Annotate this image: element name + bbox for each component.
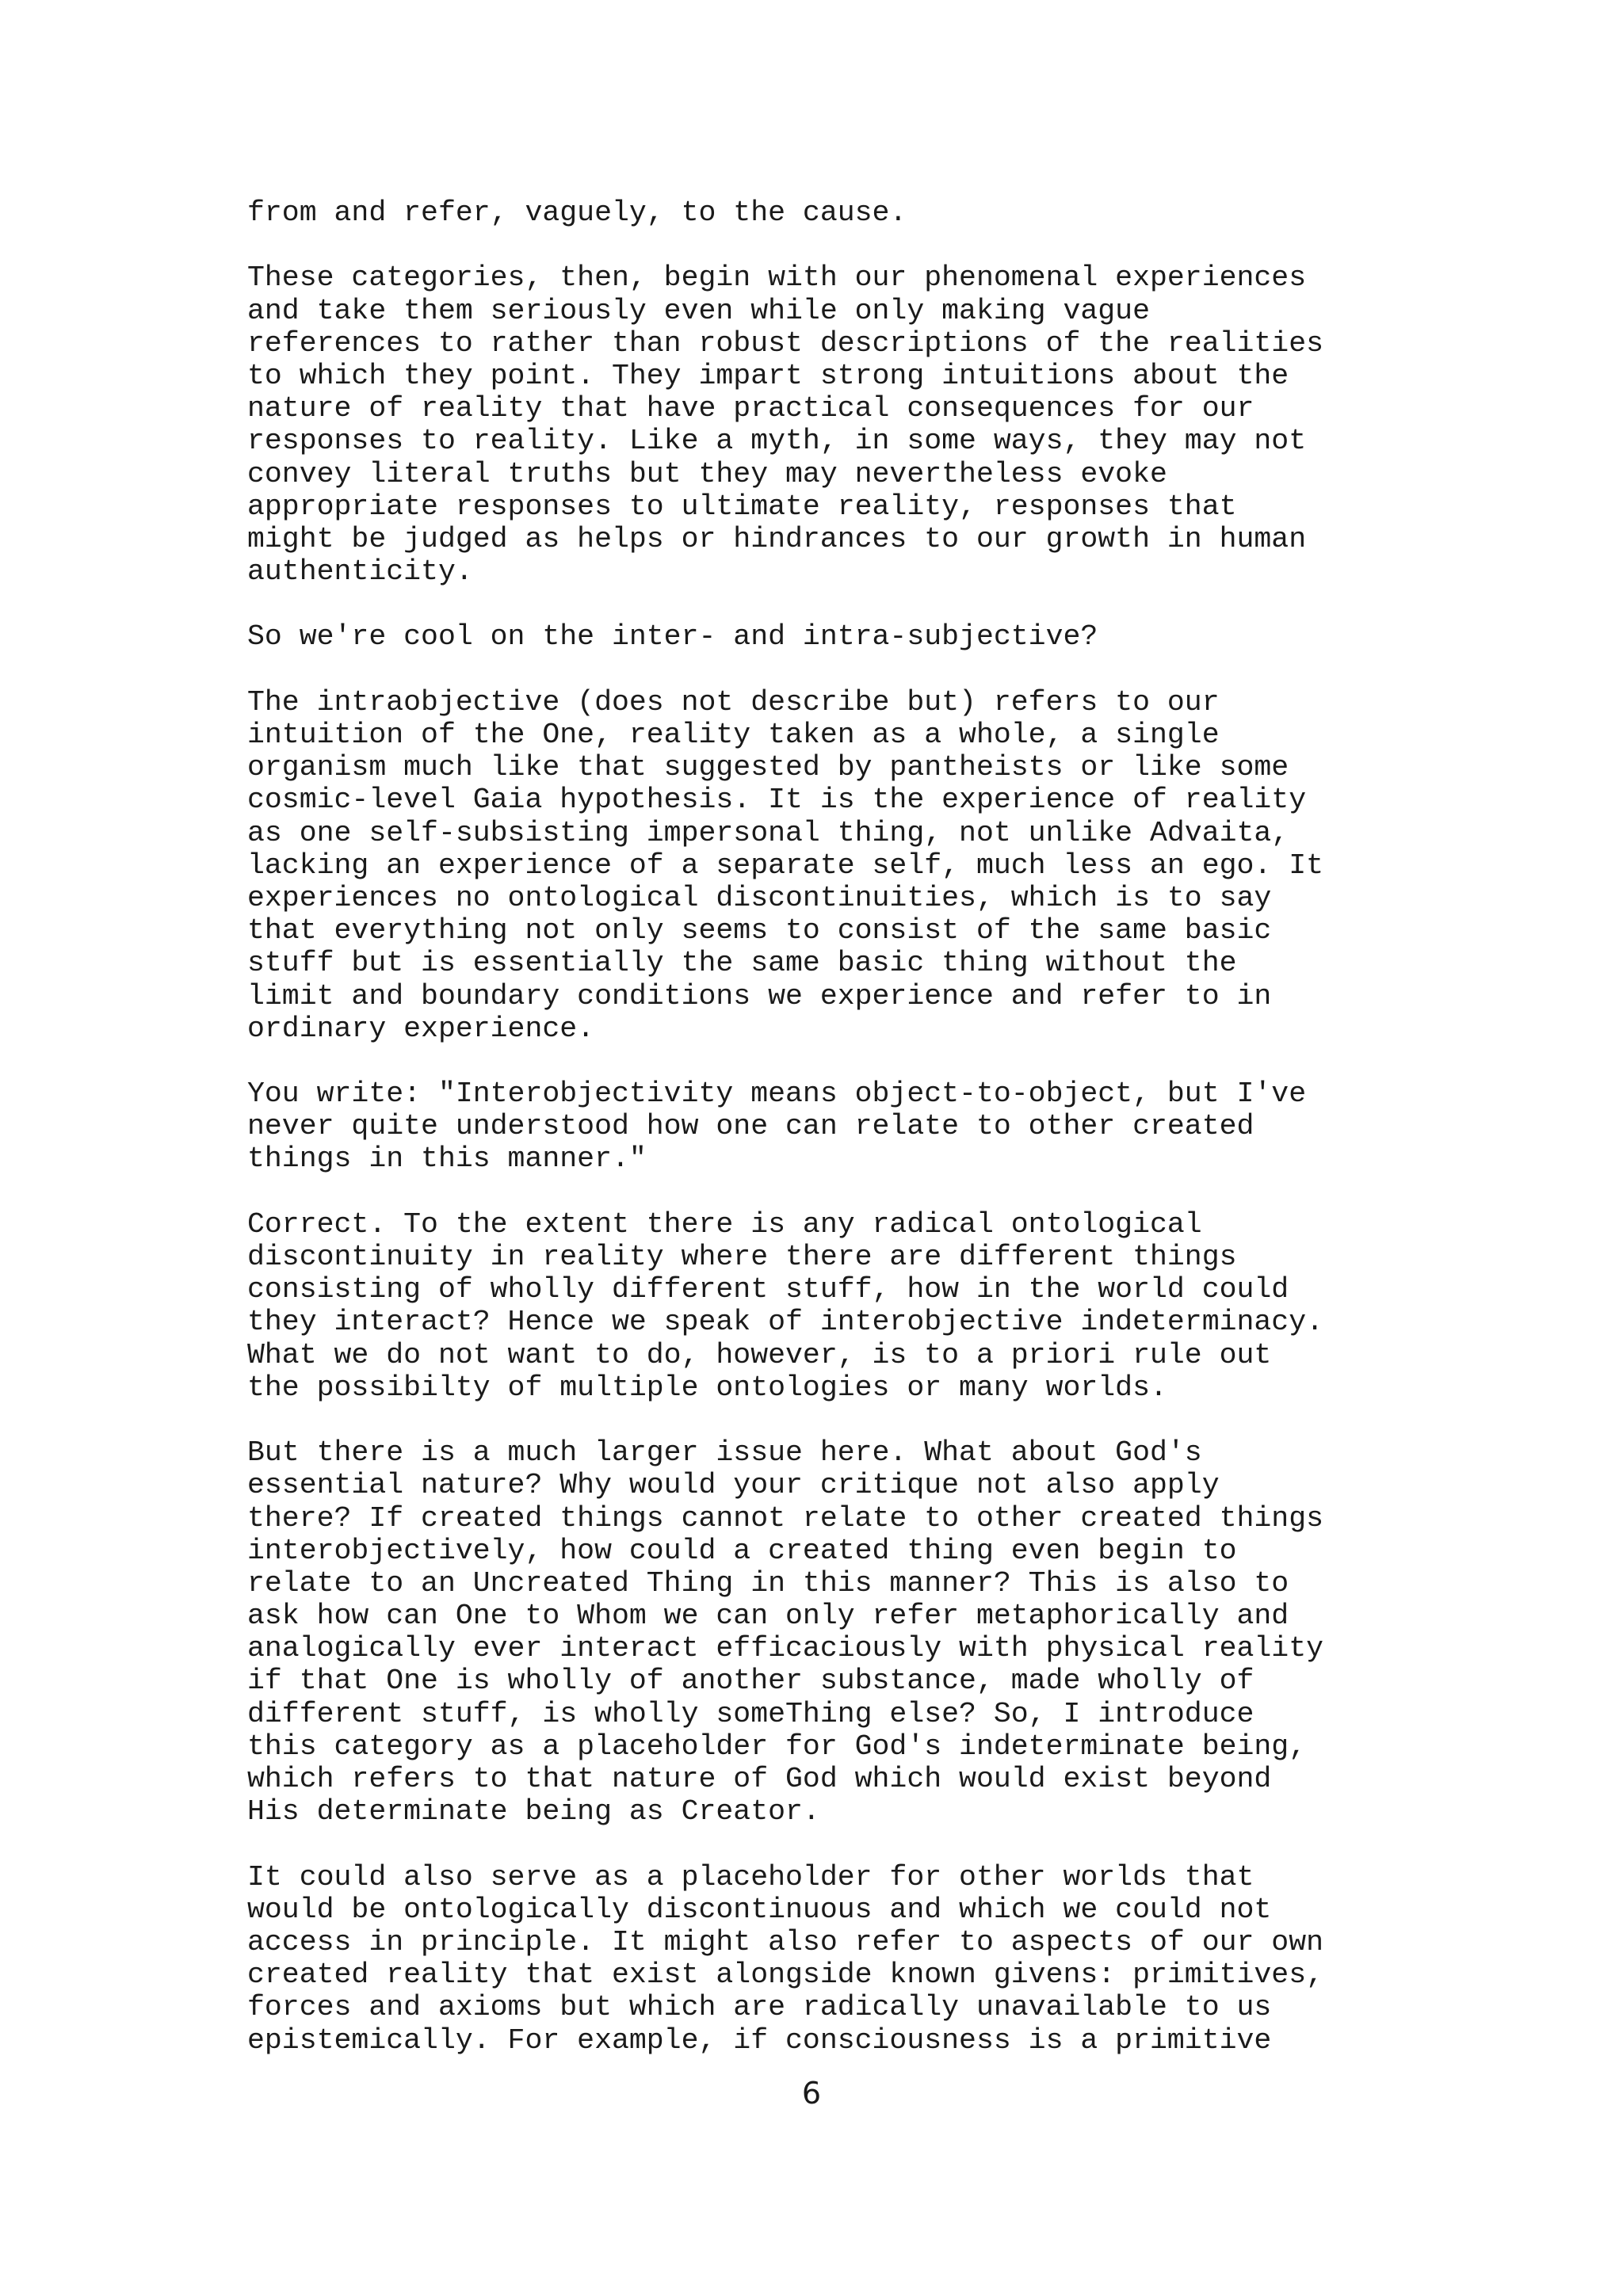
paragraph xyxy=(247,686,1436,1045)
paragraph xyxy=(247,1208,1436,1404)
text-line: intuition of the One, reality taken as a whole, a single xyxy=(247,719,1220,751)
text-line: and take them seriously even while only making vague xyxy=(247,294,1150,327)
text-line: if that One is wholly of another substance, made wholly of xyxy=(247,1665,1254,1698)
text-line: relate to an Uncreated Thing in this manner? This is also to xyxy=(247,1566,1289,1600)
text-line: access in principle. It might also refer to aspects of our own xyxy=(247,1925,1324,1958)
text-line: which refers to that nature of God which would exist beyond xyxy=(247,1763,1272,1795)
text-line: essential nature? Why would your critique not also apply xyxy=(247,1469,1220,1502)
text-line: experiences no ontological discontinuities, which is to say xyxy=(247,881,1272,914)
text-line: consisting of wholly different stuff, how in the world could xyxy=(247,1273,1289,1306)
text-line: never quite understood how one can relate to other created xyxy=(247,1110,1254,1143)
body-text xyxy=(247,196,1436,2089)
text-line: appropriate responses to ultimate reality, responses that xyxy=(247,490,1237,523)
text-line: These categories, then, begin with our phenomenal experiences xyxy=(247,261,1307,295)
text-line: stuff but is essentially the same basic thing without the xyxy=(247,947,1237,980)
text-line: analogically ever interact efficaciously with physical reality xyxy=(247,1632,1324,1665)
paragraph xyxy=(247,1861,1436,2057)
text-line: they interact? Hence we speak of interobjective indeterminacy. xyxy=(247,1306,1324,1339)
text-line: ordinary experience. xyxy=(247,1012,595,1045)
text-line: lacking an experience of a separate self, much less an ego. It xyxy=(247,849,1324,882)
text-line: interobjectively, how could a created thing even begin to xyxy=(247,1534,1237,1567)
text-line: limit and boundary conditions we experience and refer to in xyxy=(247,979,1272,1013)
text-line: this category as a placeholder for God's indeterminate being, xyxy=(247,1730,1307,1763)
text-line: there? If created things cannot relate to other created things xyxy=(247,1501,1324,1535)
text-line: might be judged as helps or hindrances to our growth in human xyxy=(247,522,1307,555)
text-line: cosmic-level Gaia hypothesis. It is the experience of reality xyxy=(247,784,1307,817)
text-line: ask how can One to Whom we can only refer metaphorically and xyxy=(247,1600,1289,1633)
text-line: from and refer, vaguely, to the cause. xyxy=(247,196,907,229)
paragraph xyxy=(247,196,1436,229)
text-line: things in this manner." xyxy=(247,1142,647,1176)
text-line: forces and axioms but which are radically unavailable to us xyxy=(247,1991,1272,2024)
text-line: It could also serve as a placeholder for other worlds that xyxy=(247,1860,1254,1894)
paragraph xyxy=(247,1436,1436,1828)
text-line: responses to reality. Like a myth, in some ways, they may not xyxy=(247,425,1307,458)
text-line: epistemically. For example, if consciousness is a primitive xyxy=(247,2023,1272,2057)
text-line: as one self-subsisting impersonal thing, not unlike Advaita, xyxy=(247,816,1289,849)
text-line: different stuff, is wholly someThing else? So, I introduce xyxy=(247,1697,1254,1730)
text-line: created reality that exist alongside known givens: primitives, xyxy=(247,1958,1324,1992)
text-line: discontinuity in reality where there are different things xyxy=(247,1241,1237,1273)
text-line: But there is a much larger issue here. What about God's xyxy=(247,1436,1202,1470)
paragraph xyxy=(247,1077,1436,1176)
text-line: So we're cool on the inter- and intra-subjective? xyxy=(247,620,1098,654)
text-line: Correct. To the extent there is any radical ontological xyxy=(247,1207,1202,1241)
paragraph xyxy=(247,261,1436,588)
text-line: authenticity. xyxy=(247,555,473,589)
paragraph xyxy=(247,620,1436,653)
text-line: references to rather than robust descriptions of the realities xyxy=(247,326,1324,360)
text-line: What we do not want to do, however, is to a priori rule out xyxy=(247,1338,1272,1371)
page-number: 6 xyxy=(801,2076,822,2111)
text-line: to which they point. They impart strong intuitions about the xyxy=(247,359,1289,392)
text-line: would be ontologically discontinuous and which we could not xyxy=(247,1893,1272,1926)
text-line: that everything not only seems to consist of the same basic xyxy=(247,914,1272,948)
text-line: The intraobjective (does not describe but) refers to our xyxy=(247,685,1220,719)
text-line: You write: "Interobjectivity means object-to-object, but I've xyxy=(247,1077,1307,1111)
text-line: convey literal truths but they may nevertheless evoke xyxy=(247,457,1167,490)
text-line: the possibilty of multiple ontologies or many worlds. xyxy=(247,1371,1167,1404)
text-line: His determinate being as Creator. xyxy=(247,1795,820,1829)
text-line: nature of reality that have practical consequences for our xyxy=(247,392,1254,425)
text-line: organism much like that suggested by pantheists or like some xyxy=(247,751,1289,784)
